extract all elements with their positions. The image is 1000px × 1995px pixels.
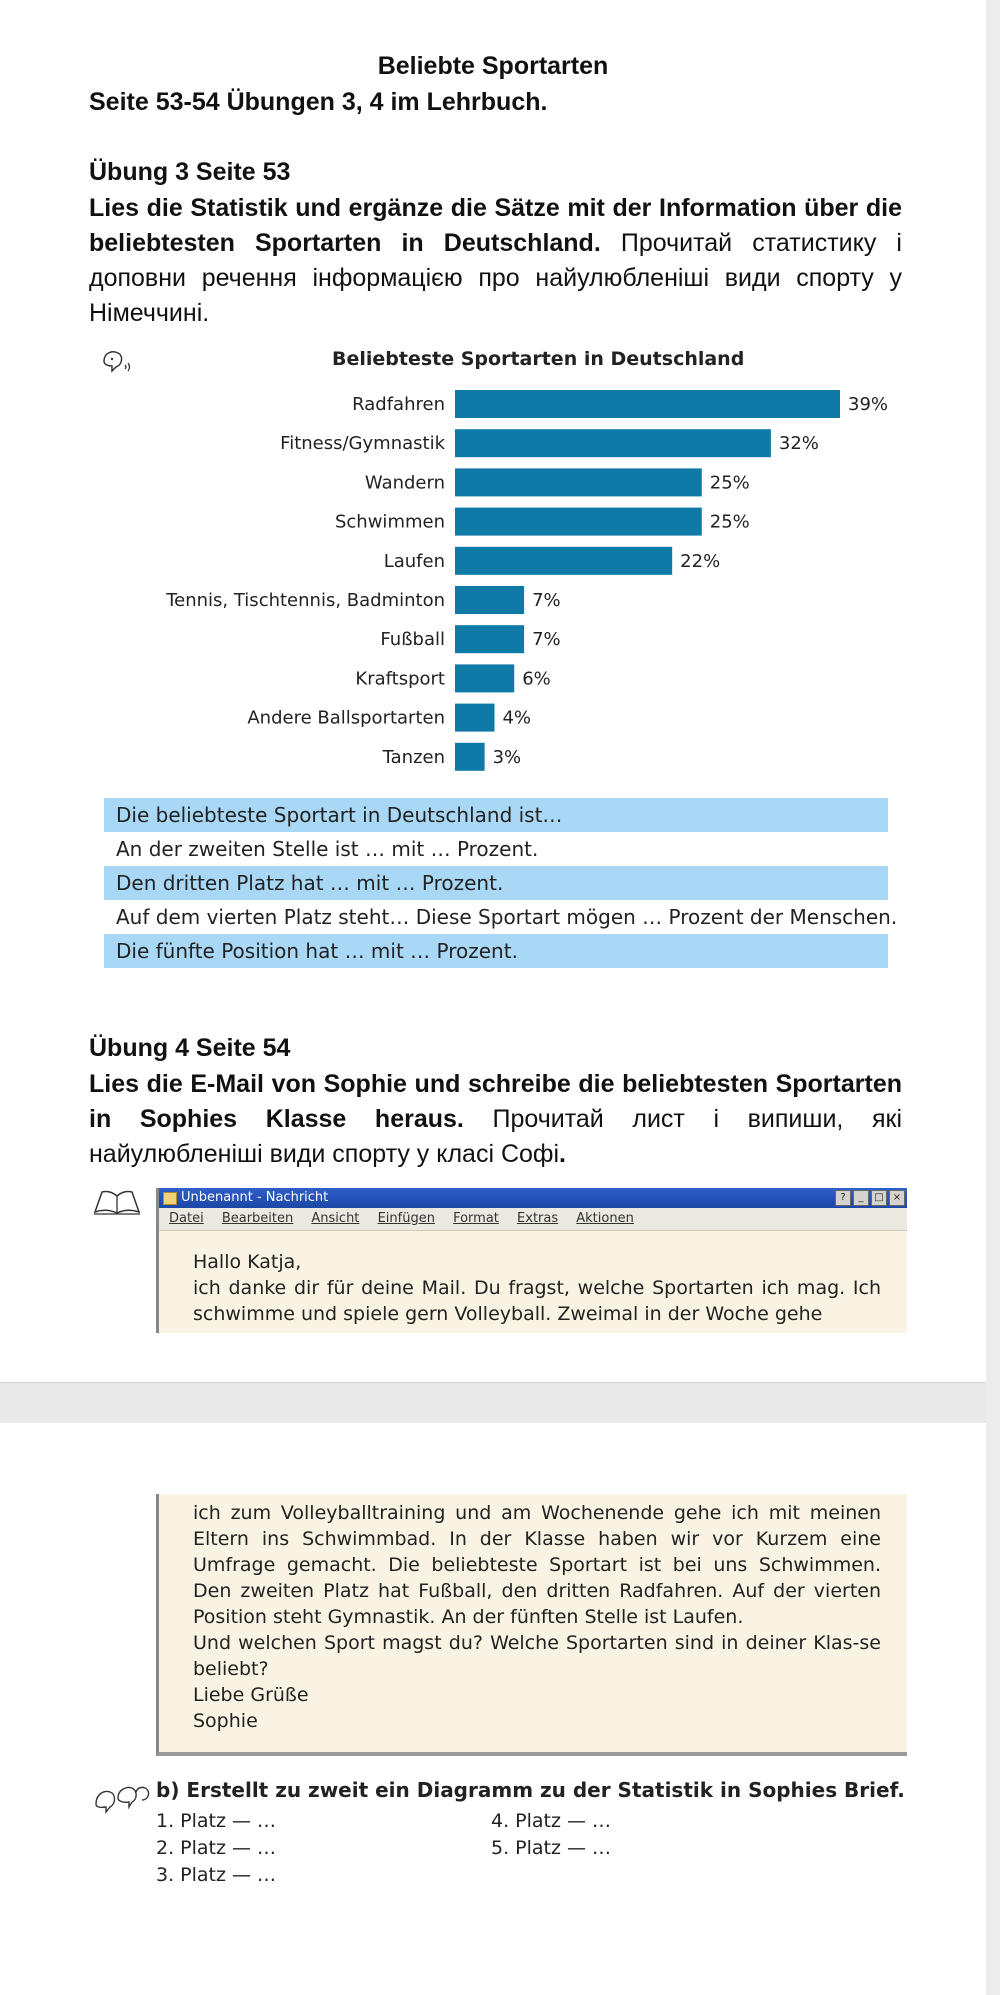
exercise3-heading: Übung 3 Seite 53 <box>89 158 291 186</box>
bar-3 <box>455 508 702 536</box>
email-window <box>156 1188 907 1333</box>
exercise4-task-ua-end: . <box>559 1140 566 1168</box>
email-text-part2: ich zum Volleyballtraining und am Wochenende gehe ich mit meinen Eltern ins Schwimmbad. In der Klasse haben wir vor Kurzem eine Umfrage gemacht. Die beliebteste Sportart ist bei uns Schwimmen. Den zweiten Platz hat Fußball, den dritten Radfahren. Auf der vierten Position steht Gymnastik. An der fünften Stelle ist Laufen. <box>193 1502 881 1628</box>
email-closing: Liebe Grüße <box>193 1684 309 1706</box>
window-controls <box>833 1190 905 1210</box>
value-label-8: 4% <box>502 707 532 729</box>
envelope-icon <box>163 1192 177 1205</box>
bar-6 <box>455 625 524 653</box>
bar-4 <box>455 547 672 575</box>
sentence-list <box>104 798 898 968</box>
value-label-1: 32% <box>778 433 819 455</box>
email-body-part2 <box>159 1494 907 1734</box>
email-menubar <box>159 1208 907 1231</box>
bar-0 <box>455 390 840 418</box>
category-label-5: Tennis, Tischtennis, Badminton <box>166 590 445 611</box>
open-book-icon <box>92 1186 142 1218</box>
value-label-9: 3% <box>492 746 522 768</box>
exercise4-task-bold: Lies die E-Mail von Sophie und schreibe die beliebtesten Sportarten in Sophies Klasse heraus. <box>89 1070 902 1133</box>
menu-format[interactable]: Format <box>453 1211 499 1226</box>
sentence-3: Den dritten Platz hat … mit … Prozent. <box>104 866 888 900</box>
chart-title: Beliebteste Sportarten in Deutschland <box>332 348 745 370</box>
speaker-icon <box>98 347 134 375</box>
value-label-0: 39% <box>848 394 889 415</box>
email-greeting: Hallo Katja, <box>193 1251 302 1273</box>
category-label-1: Fitness/Gymnastik <box>280 433 445 455</box>
category-label-6: Fußball <box>380 629 445 651</box>
value-label-3: 25% <box>709 511 750 533</box>
sentence-2: An der zweiten Stelle ist … mit … Prozent. <box>116 837 539 861</box>
exercise3-task-bold: Lies die Statistik und ergänze die Sätze mit der Information über die beliebtesten Sportarten in Deutschland. <box>89 194 902 257</box>
part-b-heading: b) Erstellt zu zweit ein Diagramm zu der Statistik in Sophies Brief. <box>156 1778 905 1802</box>
page-title: Beliebte Sportarten <box>377 52 609 80</box>
menu-extras[interactable]: Extras <box>517 1211 559 1226</box>
bar-9 <box>455 743 485 771</box>
email-window-title: Unbenannt - Nachricht <box>181 1190 329 1205</box>
value-label-2: 25% <box>709 472 750 494</box>
menu-ansicht[interactable]: Ansicht <box>311 1211 360 1226</box>
place-3: 3. Platz — … <box>156 1864 277 1886</box>
exercise4-task-ua: Прочитай лист і випиши, які найулюбленіші види спорту у класі Софі <box>89 1105 903 1168</box>
category-label-8: Andere Ballsportarten <box>247 707 445 729</box>
email-window-continued <box>156 1494 907 1756</box>
email-signature: Sophie <box>193 1710 258 1732</box>
close-icon[interactable]: × <box>889 1190 905 1206</box>
email-titlebar <box>159 1188 907 1208</box>
place-2: 2. Platz — … <box>156 1837 277 1859</box>
bar-1 <box>455 429 771 457</box>
menu-datei[interactable]: Datei <box>169 1211 204 1226</box>
category-label-4: Laufen <box>383 550 445 572</box>
pair-work-icon <box>92 1782 152 1818</box>
value-label-7: 6% <box>522 668 551 690</box>
bar-chart <box>0 378 986 778</box>
places-left <box>156 1808 276 1889</box>
page-separator <box>0 1382 986 1424</box>
category-label-0: Radfahren <box>352 394 445 415</box>
menu-einfuegen[interactable]: Einfügen <box>377 1211 435 1226</box>
category-label-7: Kraftsport <box>355 668 445 690</box>
exercise4-heading: Übung 4 Seite 54 <box>89 1034 291 1062</box>
sentence-1: Die beliebteste Sportart in Deutschland ist… <box>104 798 888 832</box>
category-label-3: Schwimmen <box>334 511 445 533</box>
exercise3-task-ua: Прочитай статистику і доповни речення інформацією про найулюбленіші види спорту у Німеччині. <box>89 229 902 327</box>
minimize-icon[interactable]: _ <box>853 1190 869 1206</box>
bar-8 <box>455 704 494 732</box>
email-body-part1 <box>159 1231 907 1327</box>
menu-aktionen[interactable]: Aktionen <box>576 1211 634 1226</box>
bar-2 <box>455 468 702 496</box>
bar-5 <box>455 586 524 614</box>
sentence-4: Auf dem vierten Platz steht… Diese Sportart mögen … Prozent der Menschen. <box>116 905 898 929</box>
sentence-5: Die fünfte Position hat … mit … Prozent. <box>104 934 888 968</box>
menu-bearbeiten[interactable]: Bearbeiten <box>221 1211 294 1226</box>
category-label-9: Tanzen <box>382 746 445 768</box>
help-icon[interactable]: ? <box>835 1190 851 1206</box>
value-label-6: 7% <box>532 629 561 651</box>
email-question: Und welchen Sport magst du? Welche Sportarten sind in deiner Klas-se beliebt? <box>193 1632 881 1680</box>
value-label-4: 22% <box>680 550 721 572</box>
exercise3-task <box>89 191 902 331</box>
place-4: 4. Platz — … <box>491 1810 612 1832</box>
value-label-5: 7% <box>532 590 561 611</box>
maximize-icon[interactable]: □ <box>871 1190 887 1206</box>
place-5: 5. Platz — … <box>491 1837 612 1859</box>
page-subtitle: Seite 53-54 Übungen 3, 4 im Lehrbuch. <box>89 88 548 116</box>
places-right <box>491 1808 611 1862</box>
category-label-2: Wandern <box>364 472 445 494</box>
email-text-part1: ich danke dir für deine Mail. Du fragst, welche Sportarten ich mag. Ich schwimme und spiele gern Volleyball. Zweimal in der Woche gehe <box>193 1277 881 1325</box>
place-1: 1. Platz — … <box>156 1810 277 1832</box>
exercise4-task <box>89 1067 902 1172</box>
bar-7 <box>455 664 514 692</box>
scrollbar[interactable] <box>986 0 1000 1995</box>
